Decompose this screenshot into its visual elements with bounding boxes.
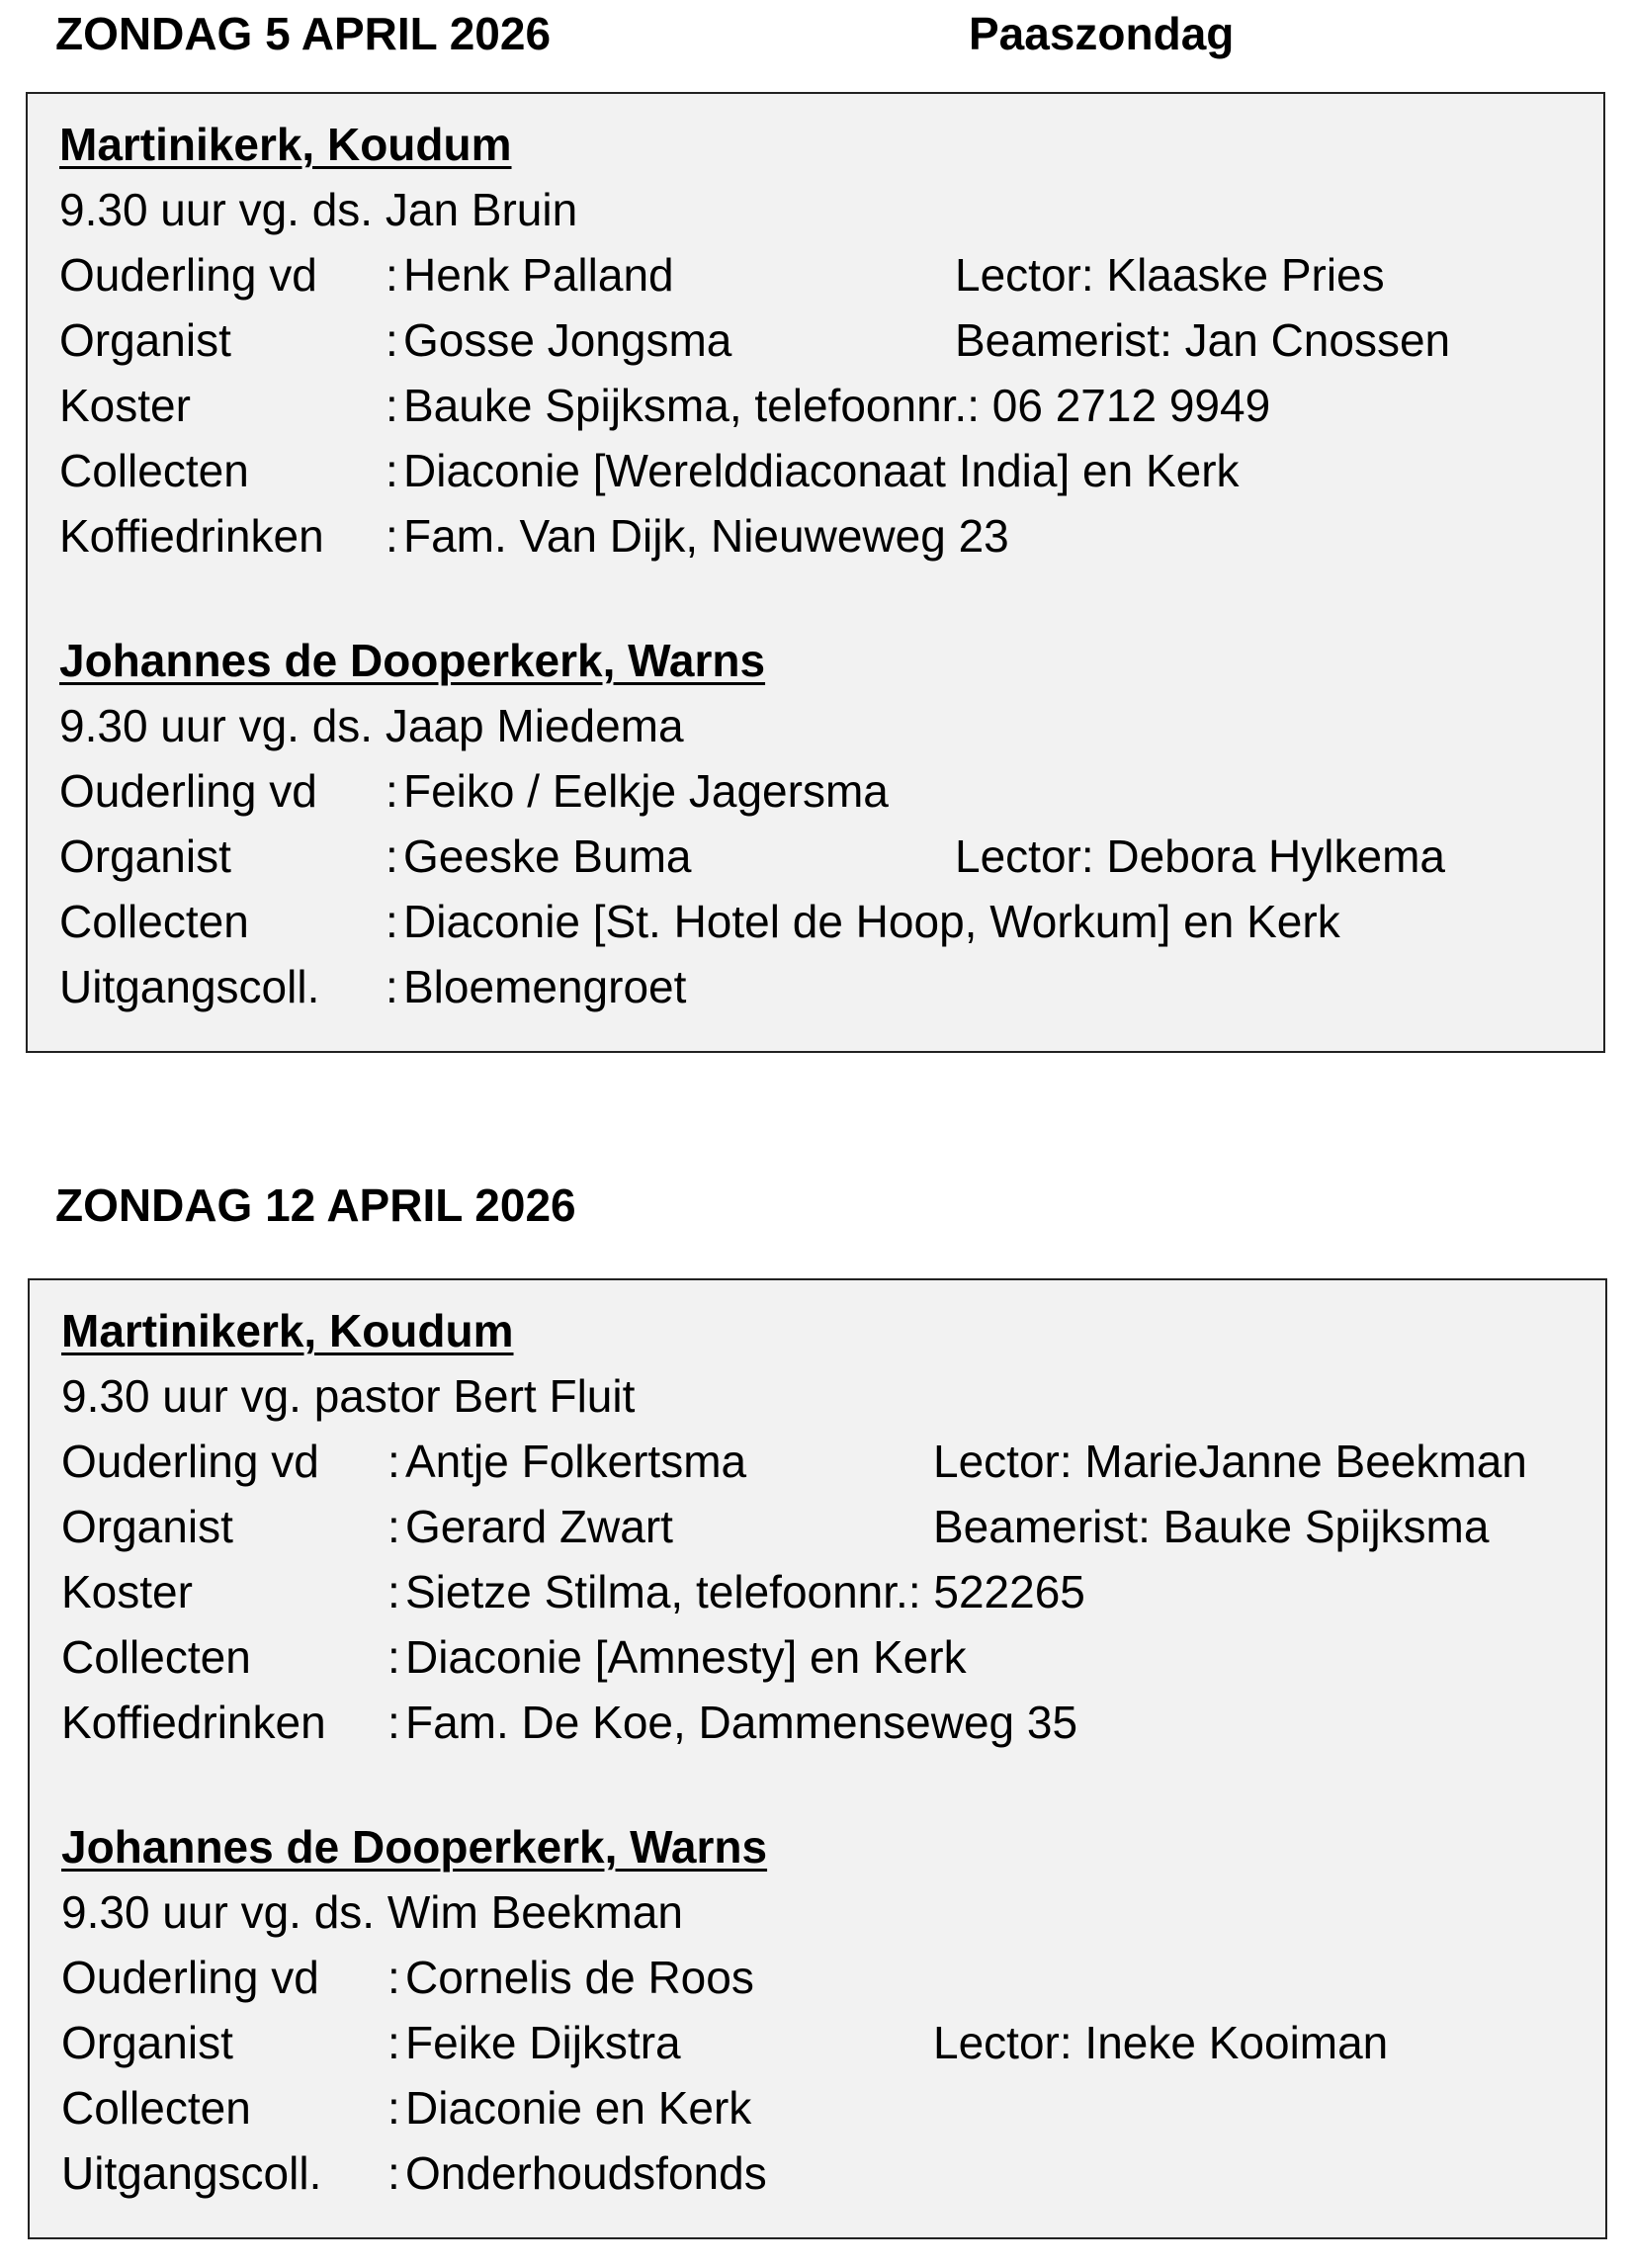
row-label: Collecten [61, 1631, 251, 1683]
row-value: Diaconie [St. Hotel de Hoop, Workum] en Kerk [403, 896, 1340, 947]
row-colon: : [386, 314, 398, 366]
row-label: Koffiedrinken [61, 1697, 326, 1748]
church-name: Martinikerk, Koudum [59, 119, 512, 170]
row-extra: Lector: Klaaske Pries [955, 249, 1385, 301]
row-extra: Lector: Debora Hylkema [955, 830, 1445, 882]
row-label: Koster [59, 380, 191, 431]
row-ouderling [61, 1429, 1584, 1494]
row-value: Henk Palland [403, 249, 674, 301]
row-value: Sietze Stilma, telefoonnr.: 522265 [405, 1566, 1085, 1617]
row-uitgangscoll [61, 2140, 1584, 2206]
row-label: Ouderling vd [61, 1436, 319, 1487]
row-organist [61, 1494, 1584, 1559]
row-organist [61, 2010, 1584, 2075]
row-value: Antje Folkertsma [405, 1436, 747, 1487]
row-label: Ouderling vd [59, 765, 317, 817]
row-colon: : [387, 1501, 400, 1552]
week-heading: ZONDAG 5 APRIL 2026 [55, 8, 552, 59]
row-value: Feike Dijkstra [405, 2017, 681, 2068]
row-colon: : [387, 2082, 400, 2134]
service-time: 9.30 uur vg. ds. Jaap Miedema [59, 700, 684, 751]
row-colon: : [386, 961, 398, 1012]
church-name: Martinikerk, Koudum [61, 1305, 514, 1356]
row-colon: : [387, 2017, 400, 2068]
row-value: Diaconie en Kerk [405, 2082, 752, 2134]
row-colon: : [387, 1952, 400, 2003]
row-collecten [59, 438, 1582, 503]
row-ouderling [59, 242, 1582, 307]
row-colon: : [386, 830, 398, 882]
row-value: Diaconie [Amnesty] en Kerk [405, 1631, 967, 1683]
row-value: Geeske Buma [403, 830, 692, 882]
row-koffiedrinken [61, 1690, 1584, 1755]
row-colon: : [386, 249, 398, 301]
row-colon: : [387, 1566, 400, 1617]
row-value: Bauke Spijksma, telefoonnr.: 06 2712 9949 [403, 380, 1271, 431]
row-extra: Beamerist: Jan Cnossen [955, 314, 1451, 366]
row-koster [59, 373, 1582, 438]
row-koster [61, 1559, 1584, 1624]
row-label: Collecten [61, 2082, 251, 2134]
row-value: Gosse Jongsma [403, 314, 732, 366]
row-colon: : [386, 765, 398, 817]
row-label: Organist [59, 314, 231, 366]
row-uitgangscoll [59, 954, 1582, 1019]
row-collecten [61, 1624, 1584, 1690]
service-box [26, 92, 1605, 1053]
row-extra: Lector: Ineke Kooiman [933, 2017, 1389, 2068]
row-label: Collecten [59, 445, 249, 496]
row-collecten [61, 2075, 1584, 2140]
row-value: Onderhoudsfonds [405, 2147, 767, 2199]
row-label: Koffiedrinken [59, 510, 324, 562]
row-extra: Beamerist: Bauke Spijksma [933, 1501, 1490, 1552]
row-value: Feiko / Eelkje Jagersma [403, 765, 889, 817]
row-label: Uitgangscoll. [61, 2147, 322, 2199]
row-organist [59, 824, 1582, 889]
row-label: Collecten [59, 896, 249, 947]
row-value: Diaconie [Werelddiaconaat India] en Kerk [403, 445, 1240, 496]
row-value: Gerard Zwart [405, 1501, 673, 1552]
row-label: Uitgangscoll. [59, 961, 320, 1012]
row-value: Cornelis de Roos [405, 1952, 754, 2003]
row-value: Fam. De Koe, Dammenseweg 35 [405, 1697, 1078, 1748]
service-time: 9.30 uur vg. ds. Wim Beekman [61, 1886, 683, 1938]
row-colon: : [386, 510, 398, 562]
row-colon: : [387, 1631, 400, 1683]
row-colon: : [386, 896, 398, 947]
row-value: Bloemengroet [403, 961, 687, 1012]
row-label: Organist [61, 1501, 233, 1552]
row-extra: Lector: MarieJanne Beekman [933, 1436, 1527, 1487]
row-collecten [59, 889, 1582, 954]
row-ouderling [61, 1945, 1584, 2010]
row-value: Fam. Van Dijk, Nieuweweg 23 [403, 510, 1009, 562]
week-subtitle: Paaszondag [969, 8, 1235, 59]
church-name: Johannes de Dooperkerk, Warns [61, 1821, 768, 1873]
row-colon: : [386, 445, 398, 496]
service-time: 9.30 uur vg. ds. Jan Bruin [59, 184, 578, 235]
row-ouderling [59, 758, 1582, 824]
row-label: Ouderling vd [61, 1952, 319, 2003]
row-organist [59, 307, 1582, 373]
row-koffiedrinken [59, 503, 1582, 568]
row-colon: : [387, 2147, 400, 2199]
row-label: Koster [61, 1566, 193, 1617]
row-colon: : [387, 1697, 400, 1748]
row-label: Organist [59, 830, 231, 882]
row-colon: : [387, 1436, 400, 1487]
week-heading: ZONDAG 12 APRIL 2026 [55, 1179, 576, 1231]
row-label: Organist [61, 2017, 233, 2068]
service-box [28, 1278, 1607, 2239]
row-label: Ouderling vd [59, 249, 317, 301]
service-time: 9.30 uur vg. pastor Bert Fluit [61, 1370, 636, 1422]
church-name: Johannes de Dooperkerk, Warns [59, 635, 766, 686]
row-colon: : [386, 380, 398, 431]
